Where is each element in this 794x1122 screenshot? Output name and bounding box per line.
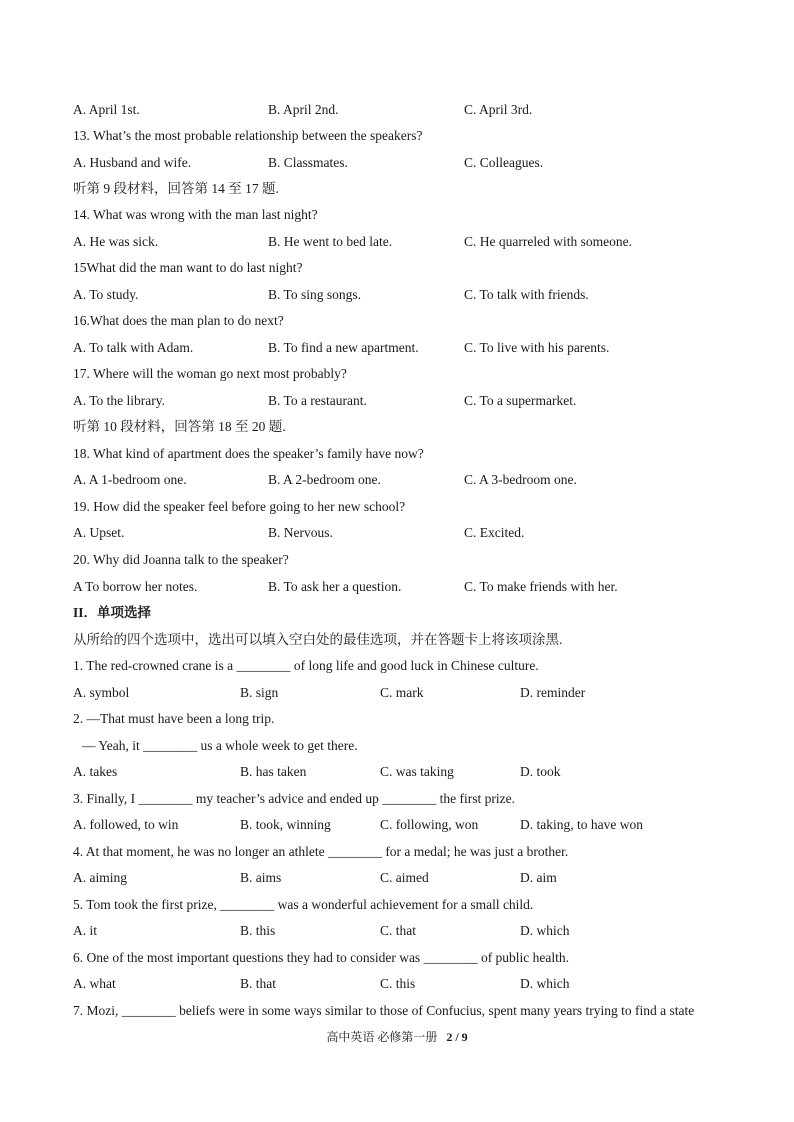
option-c: C. To make friends with her. [464, 579, 618, 594]
option-c: C. A 3-bedroom one. [464, 472, 577, 487]
question-19: 19. How did the speaker feel before going to her new school? [73, 499, 406, 514]
mc-question-2: 2. —That must have been a long trip. [73, 711, 275, 726]
option-d: D. reminder [520, 685, 586, 700]
option-b: B. To sing songs. [268, 287, 361, 302]
option-c: C. Excited. [464, 525, 525, 540]
footer-subject: 高中英语 必修第一册 [326, 1030, 438, 1044]
question-20: 20. Why did Joanna talk to the speaker? [73, 552, 289, 567]
question-14: 14. What was wrong with the man last night? [73, 207, 318, 222]
option-d: D. which [520, 923, 570, 938]
option-a: A. Upset. [73, 525, 125, 540]
option-c: C. aimed [380, 870, 429, 885]
option-c: C. To a supermarket. [464, 393, 577, 408]
mc-question-4: 4. At that moment, he was no longer an athlete ________ for a medal; he was just a brother. [73, 844, 569, 859]
option-b: B. A 2-bedroom one. [268, 472, 381, 487]
option-b: B. To a restaurant. [268, 393, 367, 408]
mc-question-6: 6. One of the most important questions they had to consider was ________ of public health. [73, 950, 570, 965]
section-9-instruction: 听第 9 段材料，回答第 14 至 17 题. [73, 181, 279, 196]
section-10-instruction: 听第 10 段材料，回答第 18 至 20 题. [73, 419, 286, 434]
option-a: A To borrow her notes. [73, 579, 198, 594]
option-a: A. To the library. [73, 393, 166, 408]
option-a: A. To talk with Adam. [73, 340, 194, 355]
option-a: A. To study. [73, 287, 139, 302]
mc-question-7: 7. Mozi, ________ beliefs were in some ways similar to those of Confucius, spent many years trying to find a state [73, 1003, 695, 1018]
option-b: B. aims [240, 870, 282, 885]
page-footer [0, 1030, 794, 1044]
option-b: B. April 2nd. [268, 102, 339, 117]
mc-question-1: 1. The red-crowned crane is a ________ of long life and good luck in Chinese culture. [73, 658, 539, 673]
option-c: C. following, won [380, 817, 479, 832]
question-15: 15What did the man want to do last night? [73, 260, 303, 275]
option-a: A. aiming [73, 870, 127, 885]
question-18: 18. What kind of apartment does the speaker’s family have now? [73, 446, 424, 461]
question-16: 16.What does the man plan to do next? [73, 313, 284, 328]
option-b: B. sign [240, 685, 279, 700]
option-a: A. takes [73, 764, 118, 779]
option-c: C. To talk with friends. [464, 287, 589, 302]
option-d: D. taking, to have won [520, 817, 643, 832]
option-c: C. this [380, 976, 416, 991]
option-c: C. April 3rd. [464, 102, 533, 117]
option-c: C. Colleagues. [464, 155, 544, 170]
option-c: C. was taking [380, 764, 454, 779]
option-a: A. what [73, 976, 116, 991]
option-a: A. it [73, 923, 98, 938]
option-b: B. this [240, 923, 276, 938]
option-a: A. April 1st. [73, 102, 140, 117]
option-a: A. Husband and wife. [73, 155, 192, 170]
option-a: A. He was sick. [73, 234, 159, 249]
option-c: C. To live with his parents. [464, 340, 610, 355]
mc-question-3: 3. Finally, I ________ my teacher’s advice and ended up ________ the first prize. [73, 791, 516, 806]
mc-question-5: 5. Tom took the first prize, ________ was a wonderful achievement for a small child. [73, 897, 534, 912]
option-b: B. has taken [240, 764, 307, 779]
option-b: B. Classmates. [268, 155, 348, 170]
option-b: B. took, winning [240, 817, 331, 832]
option-c: C. that [380, 923, 416, 938]
option-c: C. He quarreled with someone. [464, 234, 632, 249]
section-instruction: 从所给的四个选项中，选出可以填入空白处的最佳选项，并在答题卡上将该项涂黑. [73, 632, 563, 647]
option-a: A. followed, to win [73, 817, 179, 832]
option-a: A. symbol [73, 685, 130, 700]
mc-question-2-reply: — Yeah, it ________ us a whole week to get there. [82, 738, 358, 753]
option-b: B. He went to bed late. [268, 234, 393, 249]
option-b: B. To ask her a question. [268, 579, 402, 594]
option-c: C. mark [380, 685, 424, 700]
option-d: D. aim [520, 870, 557, 885]
footer-page-number: 2 / 9 [446, 1030, 468, 1044]
question-17: 17. Where will the woman go next most probably? [73, 366, 347, 381]
option-b: B. To find a new apartment. [268, 340, 419, 355]
section-heading: II．单项选择 [73, 605, 152, 620]
option-b: B. that [240, 976, 276, 991]
question-13: 13. What’s the most probable relationship between the speakers? [73, 128, 423, 143]
option-b: B. Nervous. [268, 525, 333, 540]
option-d: D. which [520, 976, 570, 991]
option-a: A. A 1-bedroom one. [73, 472, 187, 487]
option-d: D. took [520, 764, 561, 779]
